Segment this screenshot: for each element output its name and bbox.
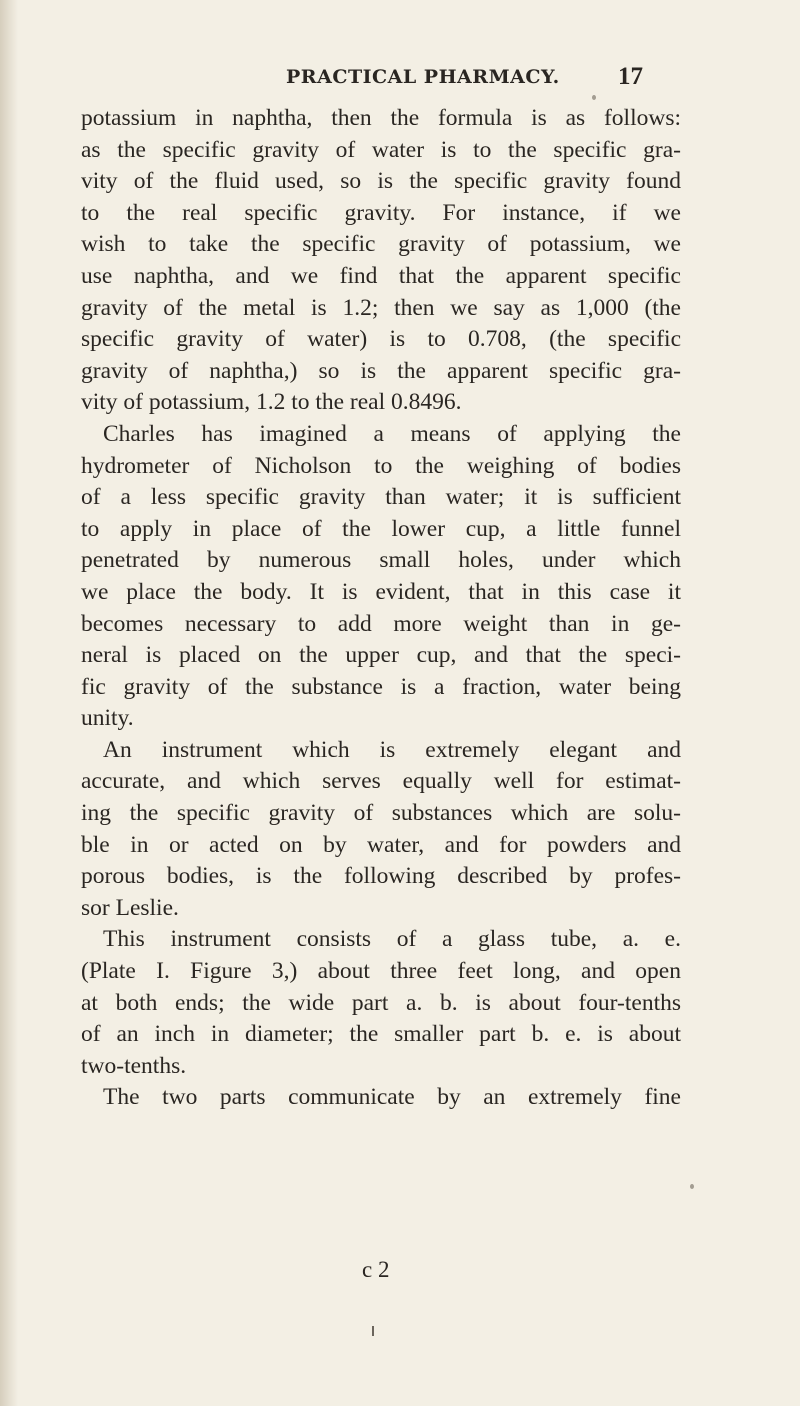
text-line: vity of the fluid used, so is the specific gravity found (81, 168, 681, 195)
paragraph-start-line: Charles has imagined a means of applying the (103, 420, 681, 447)
text-line: ing the specific gravity of substances which are solu- (81, 800, 681, 827)
text-line: vity of potassium, 1.2 to the real 0.8496. (81, 389, 462, 416)
running-head (0, 63, 800, 96)
text-line: accurate, and which serves equally well for estimat- (81, 768, 681, 795)
text-line: of an inch in diameter; the smaller part b. e. is about (81, 1021, 681, 1048)
paper-speck (690, 1184, 694, 1189)
paragraph-start-line: This instrument consists of a glass tube, a. e. (103, 926, 681, 953)
text-line: becomes necessary to add more weight than in ge- (81, 610, 681, 637)
text-line: to apply in place of the lower cup, a little funnel (81, 515, 681, 542)
printer-mark (372, 1326, 374, 1336)
text-line: wish to take the specific gravity of potassium, we (81, 231, 681, 258)
text-line: specific gravity of water) is to 0.708, (the specific (81, 326, 681, 353)
text-line: potassium in naphtha, then the formula is as follows: (81, 105, 681, 131)
text-line: hydrometer of Nicholson to the weighing of bodies (81, 452, 681, 479)
text-line: we place the body. It is evident, that in this case it (81, 578, 681, 605)
text-line: gravity of naphtha,) so is the apparent specific gra- (81, 357, 681, 384)
text-line: to the real specific gravity. For instance, if we (81, 199, 681, 226)
text-line: neral is placed on the upper cup, and that the speci- (81, 642, 681, 669)
text-line: (Plate I. Figure 3,) about three feet long, and open (81, 958, 681, 985)
page-number: 17 (618, 63, 643, 90)
text-line: two-tenths. (81, 1052, 187, 1079)
text-line: fic gravity of the substance is a fraction, water being (81, 673, 681, 700)
text-line: at both ends; the wide part a. b. is about four-tenths (81, 989, 681, 1016)
text-line: unity. (81, 705, 134, 732)
text-line: porous bodies, is the following described by profes- (81, 863, 681, 890)
body-text (81, 103, 681, 1114)
text-line: ble in or acted on by water, and for powders and (81, 831, 681, 858)
text-line: as the specific gravity of water is to the specific gra- (81, 136, 681, 163)
page-gutter-shadow (0, 0, 18, 1406)
paragraph-start-line: An instrument which is extremely elegant and (103, 736, 681, 763)
paper-speck (592, 95, 596, 100)
paragraph-start-line: The two parts communicate by an extremely fine (103, 1084, 681, 1111)
text-line: use naphtha, and we find that the apparent specific (81, 262, 681, 289)
running-head-title: PRACTICAL PHARMACY. (286, 66, 560, 88)
text-line: penetrated by numerous small holes, under which (81, 547, 681, 574)
text-line: sor Leslie. (81, 894, 179, 921)
text-line: of a less specific gravity than water; it is sufficient (81, 484, 681, 511)
text-line: gravity of the metal is 1.2; then we say as 1,000 (the (81, 294, 681, 321)
signature-mark: c 2 (362, 1257, 390, 1282)
